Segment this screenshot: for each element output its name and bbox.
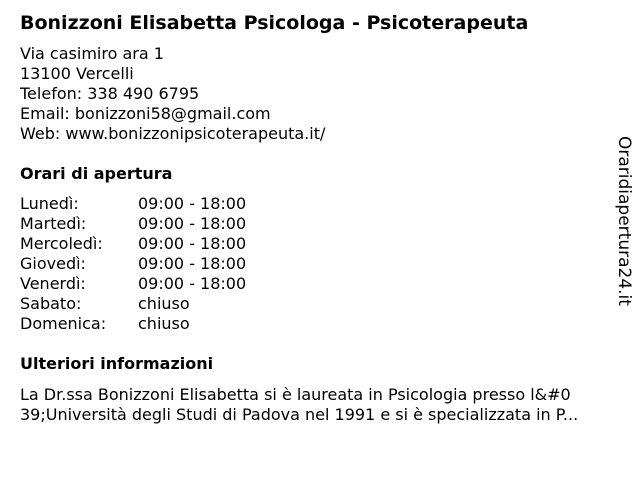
business-title: Bonizzoni Elisabetta Psicologa - Psicoterapeuta	[20, 12, 529, 34]
day-hours: chiuso	[138, 294, 190, 313]
day-hours: 09:00 - 18:00	[138, 214, 247, 233]
day-hours: 09:00 - 18:00	[138, 194, 247, 213]
day-label: Mercoledì:	[20, 234, 103, 253]
hours-row-friday	[20, 274, 246, 294]
address-city: 13100 Vercelli	[20, 64, 134, 83]
further-info-line: 39;Università degli Studi di Padova nel 1991 e si è specializzata in P...	[20, 405, 579, 424]
hours-row-monday	[20, 194, 246, 214]
hours-row-saturday	[20, 294, 246, 314]
phone-number[interactable]: Telefon: 338 490 6795	[20, 84, 200, 103]
day-label: Venerdì:	[20, 274, 86, 293]
day-hours: 09:00 - 18:00	[138, 254, 247, 273]
website-link[interactable]: Web: www.bonizzonipsicoterapeuta.it/	[20, 124, 326, 143]
day-hours: 09:00 - 18:00	[138, 274, 247, 293]
opening-hours-heading: Orari di apertura	[20, 164, 173, 183]
opening-hours-table	[20, 194, 246, 334]
further-info-heading: Ulteriori informazioni	[20, 354, 214, 373]
day-label: Martedì:	[20, 214, 87, 233]
day-label: Domenica:	[20, 314, 107, 333]
further-info-line: La Dr.ssa Bonizzoni Elisabetta si è laureata in Psicologia presso l&#0	[20, 385, 571, 404]
day-hours: chiuso	[138, 314, 190, 333]
hours-row-thursday	[20, 254, 246, 274]
email-address[interactable]: Email: bonizzoni58@gmail.com	[20, 104, 271, 123]
address-street: Via casimiro ara 1	[20, 44, 164, 63]
hours-row-tuesday	[20, 214, 246, 234]
site-watermark-text: Oraridiapertura24.it	[614, 136, 634, 306]
day-hours: 09:00 - 18:00	[138, 234, 247, 253]
contact-block	[20, 44, 325, 144]
hours-row-wednesday	[20, 234, 246, 254]
further-info-text	[20, 385, 578, 425]
day-label: Sabato:	[20, 294, 82, 313]
site-watermark	[610, 136, 638, 312]
hours-row-sunday	[20, 314, 246, 334]
day-label: Giovedì:	[20, 254, 86, 273]
day-label: Lunedì:	[20, 194, 79, 213]
